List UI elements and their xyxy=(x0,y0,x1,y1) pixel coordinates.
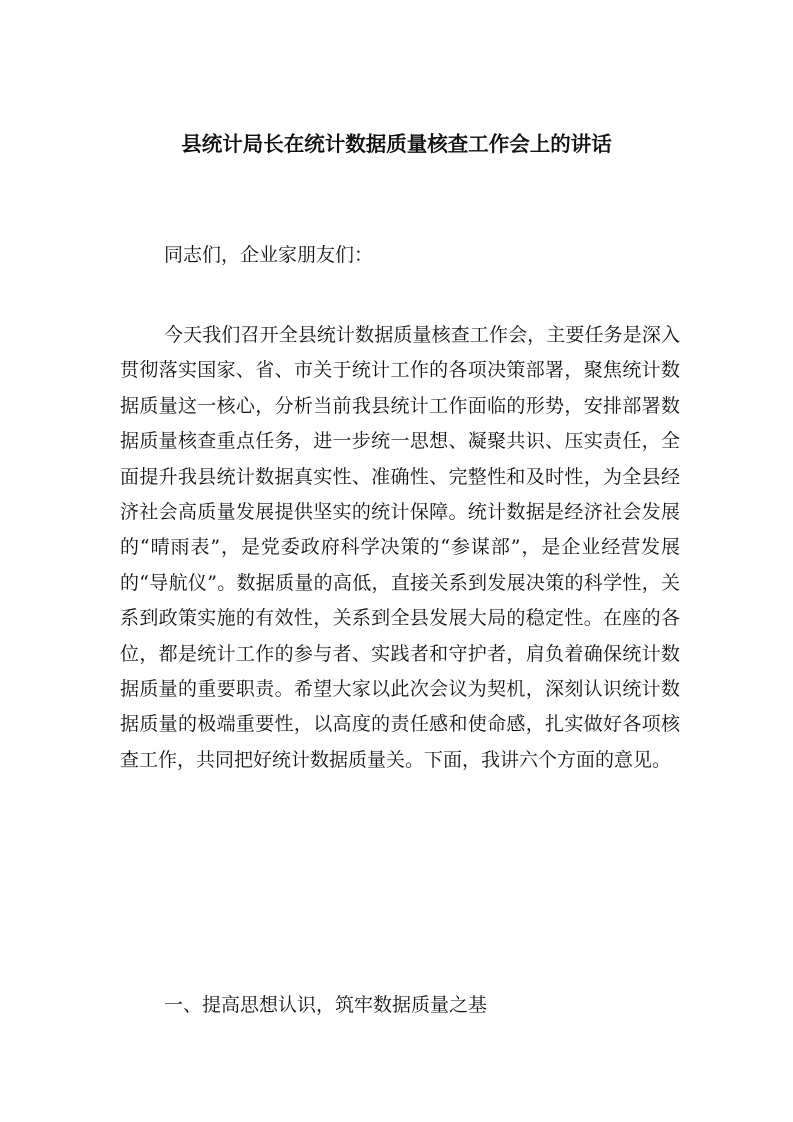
opening-paragraph: 今天我们召开全县统计数据质量核查工作会，主要任务是深入贯彻落实国家、省、市关于统计工作的各项决策部署，聚焦统计数据质量这一核心，分析当前我县统计工作面临的形势，安排部署数据质量核查重点任务，进一步统一思想、凝聚共识、压实责任，全面提升我县统计数据真实性、准确性、完整性和及时性，为全县经济社会高质量发展提供坚实的统计保障。统计数据是经济社会发展的“晴雨表”，是党委政府科学决策的“参谋部”，是企业经营发展的“导航仪”。数据质量的高低，直接关系到发展决策的科学性，关系到政策实施的有效性，关系到全县发展大局的稳定性。在座的各位，都是统计工作的参与者、实践者和守护者，肩负着确保统计数据质量的重要职责。希望大家以此次会议为契机，深刻认识统计数据质量的极端重要性，以高度的责任感和使命感，扎实做好各项核查工作，共同把好统计数据质量关。下面，我讲六个方面的意见。 xyxy=(120,324,680,771)
document-title: 县统计局长在统计数据质量核查工作会上的讲话 xyxy=(181,132,612,156)
section-heading-1: 一、提高思想认识，筑牢数据质量之基 xyxy=(164,994,488,1016)
salutation: 同志们，企业家朋友们： xyxy=(164,244,374,266)
